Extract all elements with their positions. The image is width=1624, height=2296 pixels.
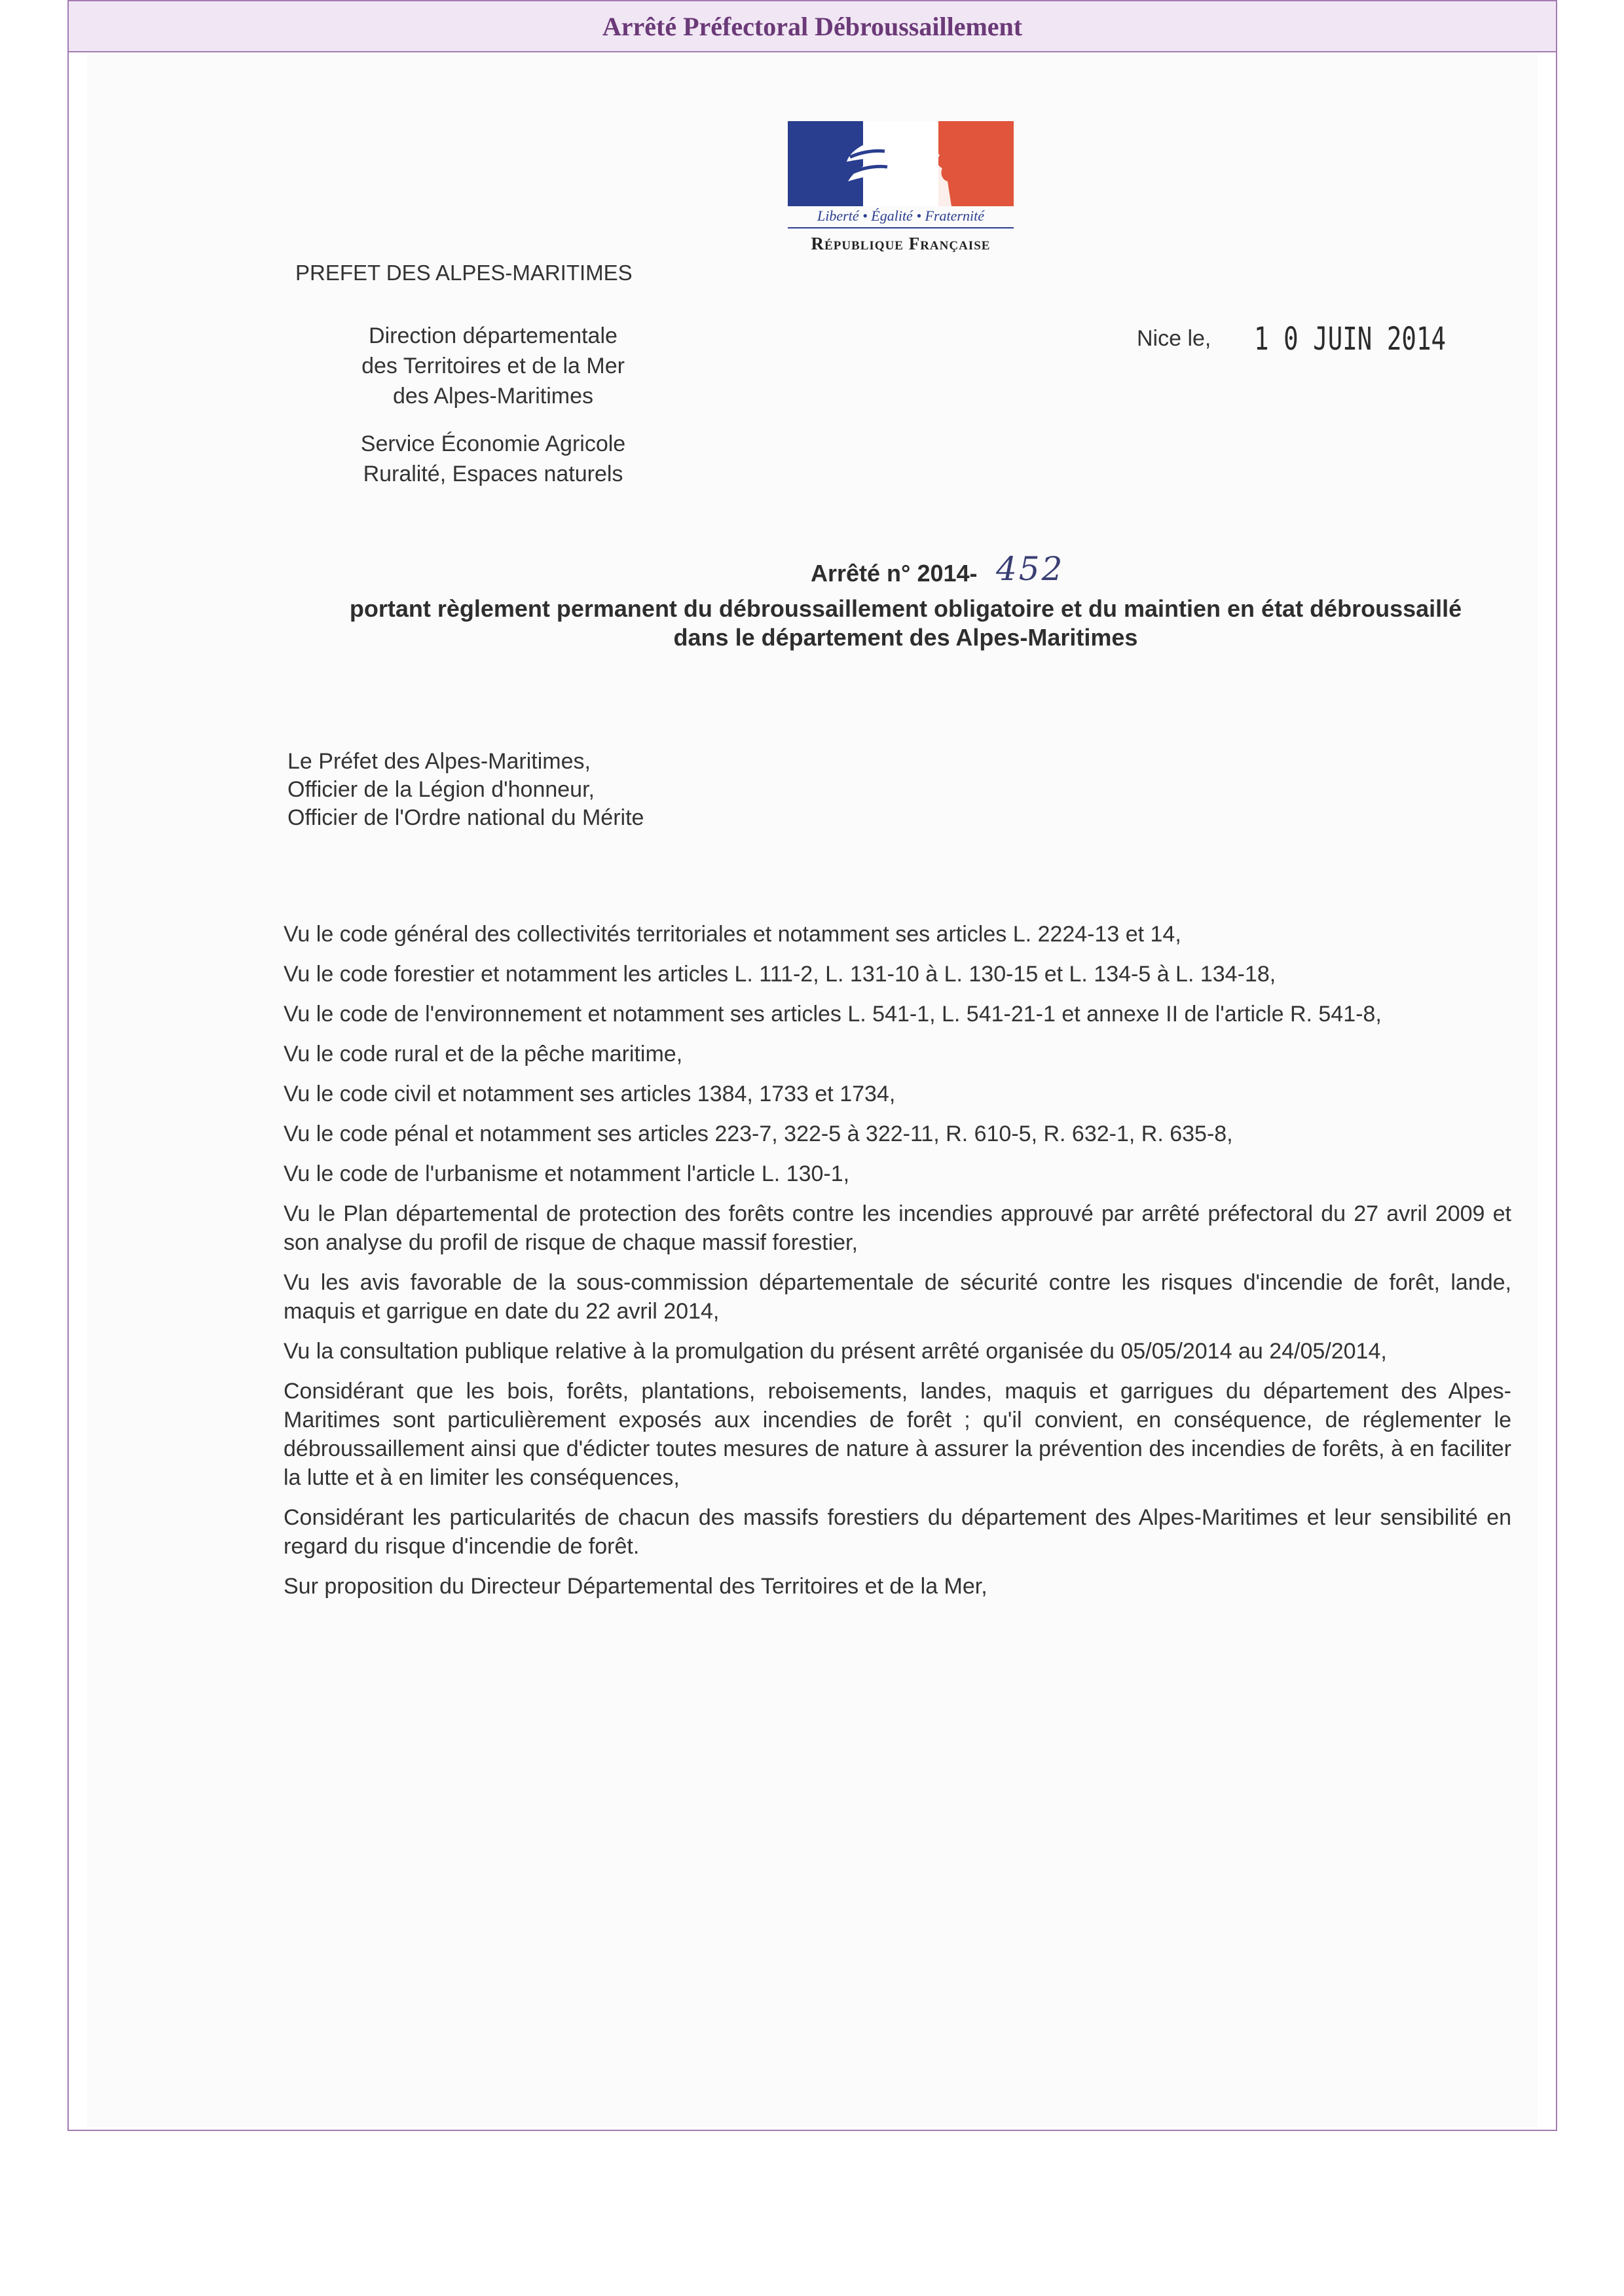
visa-paragraph: Vu le code civil et notamment ses articles 1384, 1733 et 1734,: [284, 1082, 896, 1106]
marianne-profile-icon: [788, 121, 1014, 206]
service-line: Ruralité, Espaces naturels: [363, 462, 623, 486]
date-label: Nice le,: [1137, 326, 1211, 351]
scanned-page: [87, 52, 1538, 2127]
visa-paragraph: Vu le code général des collectivités territoriales et notamment ses articles L. 2224-13 et 14,: [284, 922, 1181, 947]
title-line: Le Préfet des Alpes-Maritimes,: [287, 749, 591, 774]
considerant-paragraph: Considérant que les bois, forêts, plantations, reboisements, landes, maquis et garrigues du département des Alpes-Maritimes sont particulièrement exposés aux incendies de forêt ; qu'il convient, en conséquence, de réglementer le débroussaillement ainsi que d'édicter toutes mesures de nature à assurer la prévention des incendies de forêts, à en faciliter la lutte et à en limiter les conséquences,: [284, 1379, 1511, 1490]
service-block: [329, 429, 657, 489]
tricolor-flag: [788, 121, 1014, 206]
direction-line: Direction départementale: [369, 323, 618, 348]
visa-paragraph: Vu le code rural et de la pêche maritime,: [284, 1042, 683, 1066]
visas-list: [284, 920, 1511, 1612]
subtitle-line: portant règlement permanent du débroussaillement obligatoire et du maintien en état débroussaillé: [349, 595, 1462, 622]
visa-paragraph: Vu les avis favorable de la sous-commission départementale de sécurité contre les risques d'incendie de forêt, lande, maquis et garrigue en date du 22 avril 2014,: [284, 1270, 1511, 1324]
proposition-paragraph: Sur proposition du Directeur Départemental des Territoires et de la Mer,: [284, 1574, 987, 1599]
arrete-number-handwritten: 452: [996, 550, 1065, 588]
visa-paragraph: Vu le code pénal et notamment ses articles 223-7, 322-5 à 322-11, R. 610-5, R. 632-1, R. 635-8,: [284, 1121, 1233, 1146]
service-line: Service Économie Agricole: [360, 431, 626, 456]
considerant-paragraph: Considérant les particularités de chacun des massifs forestiers du département des Alpes-Maritimes et leur sensibilité en regard du risque d'incendie de forêt.: [284, 1505, 1511, 1559]
visa-paragraph: Vu le code forestier et notamment les articles L. 111-2, L. 131-10 à L. 130-15 et L. 134-5 à L. 134-18,: [284, 962, 1276, 987]
subtitle-line: dans le département des Alpes-Maritimes: [673, 624, 1138, 651]
arrete-subtitle: [297, 594, 1515, 652]
header-bar: [69, 1, 1556, 52]
prefet-titles: [287, 748, 644, 832]
title-line: Officier de la Légion d'honneur,: [287, 777, 595, 802]
visa-paragraph: Vu la consultation publique relative à la promulgation du présent arrêté organisée du 05/05/2014 au 24/05/2014,: [284, 1339, 1387, 1364]
visa-paragraph: Vu le code de l'urbanisme et notamment l'article L. 130-1,: [284, 1161, 850, 1186]
republique-francaise: République Française: [811, 234, 991, 253]
republic-motto: Liberté • Égalité • Fraternité: [788, 208, 1014, 228]
visa-paragraph: Vu le code de l'environnement et notamment ses articles L. 541-1, L. 541-21-1 et annexe II de l'article R. 541-8,: [284, 1002, 1382, 1027]
title-line: Officier de l'Ordre national du Mérite: [287, 805, 644, 830]
prefet-heading: PREFET DES ALPES-MARITIMES: [295, 261, 633, 285]
date-stamp: 1 0 JUIN 2014: [1254, 321, 1447, 357]
marianne-logo: [788, 121, 1014, 259]
direction-line: des Alpes-Maritimes: [392, 384, 594, 409]
document-title: Arrêté Préfectoral Débroussaillement: [602, 11, 1023, 41]
direction-block: [329, 321, 657, 411]
visa-paragraph: Vu le Plan départemental de protection des forêts contre les incendies approuvé par arrêté préfectoral du 27 avril 2009 et son analyse du profil de risque de chaque massif forestier,: [284, 1201, 1511, 1255]
direction-line: des Territoires et de la Mer: [361, 354, 625, 378]
arrete-number: Arrêté n° 2014-: [811, 560, 978, 587]
document-frame: [67, 0, 1557, 2131]
